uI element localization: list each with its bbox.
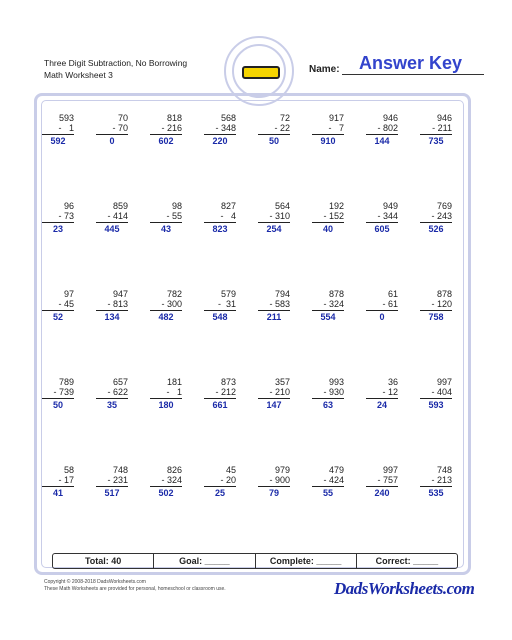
answer: 735	[428, 136, 444, 146]
answer-rule	[42, 486, 74, 487]
minuend: 593	[58, 113, 74, 123]
minuend: 873	[220, 377, 236, 387]
answer-rule	[312, 310, 344, 311]
answer: 24	[376, 400, 387, 410]
subtrahend: - 216	[161, 123, 182, 133]
answer: 52	[52, 312, 63, 322]
subtraction-problem	[150, 377, 182, 410]
subtraction-problem	[96, 289, 128, 322]
answer: 910	[320, 136, 336, 146]
subtraction-problem	[150, 289, 182, 322]
subtraction-problem	[150, 201, 182, 234]
answer-rule	[150, 222, 182, 223]
answer: 593	[428, 400, 444, 410]
answer-rule	[204, 398, 236, 399]
answer-rule	[204, 486, 236, 487]
subtraction-problem	[204, 377, 236, 410]
subtraction-problem	[312, 465, 344, 498]
worksheet-title	[44, 57, 187, 81]
answer-rule	[96, 398, 128, 399]
subtrahend: - 243	[431, 211, 452, 221]
subtrahend: - 4	[220, 211, 236, 221]
answer: 35	[106, 400, 117, 410]
subtraction-problem	[366, 201, 398, 234]
answer-rule	[312, 486, 344, 487]
subtrahend: - 213	[431, 475, 452, 485]
subtraction-problem	[312, 201, 344, 234]
minuend: 782	[166, 289, 182, 299]
answer: 43	[160, 224, 171, 234]
answer: 602	[158, 136, 174, 146]
summary-complete: Complete: _____	[256, 554, 357, 568]
answer: 661	[212, 400, 228, 410]
minuend: 949	[382, 201, 398, 211]
answer-rule	[366, 486, 398, 487]
answer: 180	[158, 400, 174, 410]
summary-goal: Goal: _____	[154, 554, 255, 568]
subtrahend: - 31	[217, 299, 236, 309]
answer-rule	[420, 134, 452, 135]
answer: 535	[428, 488, 444, 498]
answer-rule	[258, 222, 290, 223]
subtraction-problem	[42, 289, 74, 322]
subtraction-problem	[150, 113, 182, 146]
subtrahend: - 414	[107, 211, 128, 221]
minuend: 97	[63, 289, 74, 299]
name-underline	[342, 74, 484, 75]
answer: 79	[268, 488, 279, 498]
subtraction-problem	[420, 113, 452, 146]
minuend: 878	[328, 289, 344, 299]
subtraction-problem	[42, 113, 74, 146]
minuend: 70	[117, 113, 128, 123]
subtrahend: - 622	[107, 387, 128, 397]
answer: 758	[428, 312, 444, 322]
answer: 0	[379, 312, 385, 322]
subtrahend: - 802	[377, 123, 398, 133]
subtrahend: - 55	[166, 211, 182, 221]
subtrahend: - 930	[323, 387, 344, 397]
name-field	[309, 53, 489, 76]
minuend: 72	[279, 113, 290, 123]
answer: 517	[104, 488, 120, 498]
summary-total: Total: 40	[53, 554, 154, 568]
answer-rule	[312, 398, 344, 399]
subtrahend: - 424	[323, 475, 344, 485]
subtraction-problem	[366, 377, 398, 410]
minuend: 946	[382, 113, 398, 123]
subtrahend: - 1	[166, 387, 182, 397]
answer-rule	[258, 134, 290, 135]
minuend: 192	[328, 201, 344, 211]
subtraction-problem	[96, 113, 128, 146]
answer: 823	[212, 224, 228, 234]
minuend: 917	[328, 113, 344, 123]
subtrahend: - 231	[107, 475, 128, 485]
subtrahend: - 348	[215, 123, 236, 133]
answer: 23	[52, 224, 63, 234]
answer-rule	[366, 222, 398, 223]
answer-rule	[258, 486, 290, 487]
answer-rule	[420, 310, 452, 311]
minuend: 993	[328, 377, 344, 387]
subtraction-problem	[366, 465, 398, 498]
answer: 240	[374, 488, 390, 498]
answer-rule	[96, 222, 128, 223]
answer: 50	[52, 400, 63, 410]
minuend: 357	[274, 377, 290, 387]
subtraction-problem	[312, 377, 344, 410]
title-line-1: Three Digit Subtraction, No Borrowing	[44, 58, 188, 68]
answer: 40	[322, 224, 333, 234]
subtraction-problem	[420, 377, 452, 410]
subtrahend: - 212	[215, 387, 236, 397]
minuend: 96	[63, 201, 74, 211]
answer: 605	[374, 224, 390, 234]
subtraction-problem	[96, 465, 128, 498]
answer: 211	[266, 312, 282, 322]
answer-rule	[96, 486, 128, 487]
name-label: Name:	[309, 64, 340, 75]
summary-correct: Correct: _____	[375, 556, 439, 566]
subtrahend: - 1	[58, 123, 74, 133]
problems-frame	[34, 93, 471, 575]
subtraction-problem	[258, 201, 290, 234]
subtraction-problem	[312, 113, 344, 146]
copyright-notice	[44, 579, 226, 593]
title-line-2: Math Worksheet 3	[44, 70, 113, 80]
minuend: 826	[166, 465, 182, 475]
answer-rule	[150, 310, 182, 311]
subtraction-problem	[366, 113, 398, 146]
subtrahend: - 120	[431, 299, 452, 309]
answer: 50	[268, 136, 279, 146]
subtrahend: - 739	[53, 387, 74, 397]
minuend: 657	[112, 377, 128, 387]
minuend: 45	[225, 465, 236, 475]
subtrahend: - 404	[431, 387, 452, 397]
eraser-icon	[242, 66, 280, 79]
subtrahend: - 324	[323, 299, 344, 309]
minuend: 181	[166, 377, 182, 387]
answer-rule	[366, 398, 398, 399]
minuend: 827	[220, 201, 236, 211]
subtraction-problem	[150, 465, 182, 498]
answer: 445	[104, 224, 120, 234]
minuend: 859	[112, 201, 128, 211]
answer: 254	[266, 224, 282, 234]
answer-rule	[258, 310, 290, 311]
answer-rule	[420, 398, 452, 399]
subtrahend: - 300	[161, 299, 182, 309]
answer-rule	[96, 310, 128, 311]
answer: 482	[158, 312, 174, 322]
subtraction-problem	[204, 201, 236, 234]
answer: 147	[266, 400, 282, 410]
minuend: 789	[58, 377, 74, 387]
answer-rule	[312, 222, 344, 223]
subtraction-problem	[204, 289, 236, 322]
answer: 502	[158, 488, 174, 498]
subtraction-problem	[42, 377, 74, 410]
subtraction-problem	[96, 201, 128, 234]
subtraction-problem	[366, 289, 398, 322]
subtrahend: - 324	[161, 475, 182, 485]
minuend: 579	[220, 289, 236, 299]
answer-rule	[420, 222, 452, 223]
minuend: 979	[274, 465, 290, 475]
subtrahend: - 583	[269, 299, 290, 309]
minuend: 564	[274, 201, 290, 211]
answer: 134	[104, 312, 120, 322]
answer-rule	[420, 486, 452, 487]
subtrahend: - 73	[58, 211, 74, 221]
minuend: 61	[387, 289, 398, 299]
answer-rule	[42, 398, 74, 399]
minuend: 36	[387, 377, 398, 387]
subtraction-problem	[96, 377, 128, 410]
minuend: 748	[112, 465, 128, 475]
answer-rule	[150, 486, 182, 487]
subtrahend: - 900	[269, 475, 290, 485]
answer-rule	[366, 134, 398, 135]
subtraction-problem	[258, 465, 290, 498]
subtraction-problem	[42, 201, 74, 234]
answer: 554	[320, 312, 336, 322]
answer: 592	[50, 136, 66, 146]
minuend: 479	[328, 465, 344, 475]
answer-rule	[204, 134, 236, 135]
answer-rule	[204, 222, 236, 223]
answer-rule	[96, 134, 128, 135]
answer: 41	[52, 488, 63, 498]
minuend: 997	[436, 377, 452, 387]
answer-rule	[312, 134, 344, 135]
subtraction-problem	[42, 465, 74, 498]
subtrahend: - 70	[112, 123, 128, 133]
subtraction-problem	[420, 201, 452, 234]
minuend: 58	[63, 465, 74, 475]
subtrahend: - 20	[220, 475, 236, 485]
subtrahend: - 17	[58, 475, 74, 485]
answer: 0	[109, 136, 115, 146]
answer: 55	[322, 488, 333, 498]
minuend: 794	[274, 289, 290, 299]
answer-rule	[42, 310, 74, 311]
answer-rule	[150, 398, 182, 399]
subtrahend: - 12	[382, 387, 398, 397]
minuend: 946	[436, 113, 452, 123]
dadsworksheets-logo: DadsWorksheets.com	[334, 579, 475, 598]
copyright-line-2: These Math Worksheets are provided for personal, homeschool or classroom use.	[44, 586, 226, 592]
minuend: 947	[112, 289, 128, 299]
answer-rule	[42, 222, 74, 223]
answer-rule	[258, 398, 290, 399]
badge-inner-ring	[232, 44, 286, 98]
answer: 548	[212, 312, 228, 322]
subtraction-problem	[420, 289, 452, 322]
subtrahend: - 211	[432, 123, 452, 133]
subtrahend: - 310	[269, 211, 290, 221]
subtrahend: - 7	[328, 123, 344, 133]
subtraction-problem	[312, 289, 344, 322]
minuend: 748	[436, 465, 452, 475]
subtrahend: - 344	[377, 211, 398, 221]
subtraction-problem	[204, 113, 236, 146]
minuend: 98	[171, 201, 182, 211]
subtraction-problem	[258, 377, 290, 410]
answer: 526	[428, 224, 444, 234]
minuend: 568	[220, 113, 236, 123]
minuend: 818	[166, 113, 182, 123]
subtraction-problem	[204, 465, 236, 498]
subtrahend: - 813	[107, 299, 128, 309]
answer: 25	[214, 488, 225, 498]
summary-bar	[52, 553, 458, 569]
subtrahend: - 45	[58, 299, 74, 309]
minuend: 769	[436, 201, 452, 211]
answer-rule	[42, 134, 74, 135]
subtraction-problem	[258, 113, 290, 146]
answer-key-label: Answer Key	[359, 53, 463, 73]
answer-rule	[150, 134, 182, 135]
subtraction-problem	[258, 289, 290, 322]
minuend: 878	[436, 289, 452, 299]
answer: 220	[212, 136, 228, 146]
copyright-line-1: Copyright © 2008-2018 DadsWorksheets.com	[44, 579, 146, 585]
subtraction-problem	[420, 465, 452, 498]
answer-rule	[366, 310, 398, 311]
answer-rule	[204, 310, 236, 311]
subtrahend: - 61	[382, 299, 398, 309]
minuend: 997	[382, 465, 398, 475]
answer: 144	[374, 136, 390, 146]
subtrahend: - 210	[269, 387, 290, 397]
subtrahend: - 22	[274, 123, 290, 133]
subtrahend: - 152	[323, 211, 344, 221]
answer: 63	[322, 400, 333, 410]
subtrahend: - 757	[377, 475, 398, 485]
